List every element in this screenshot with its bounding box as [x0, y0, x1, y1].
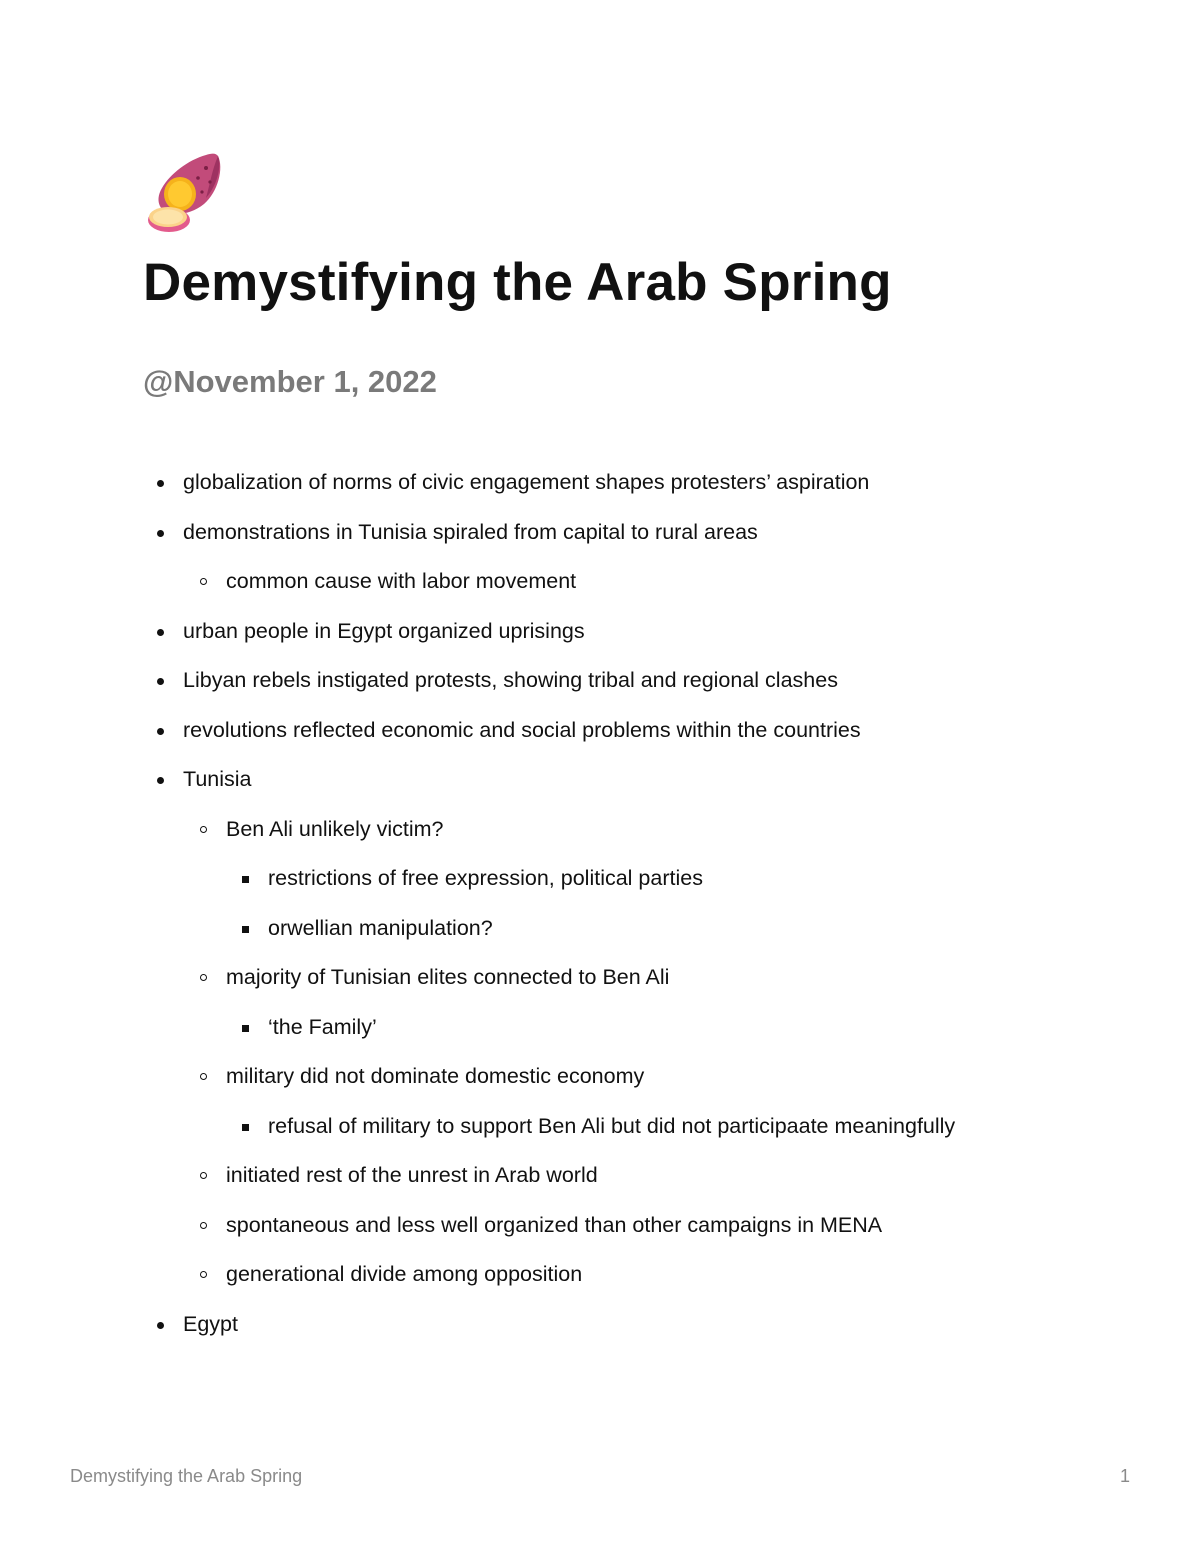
list-item — [0, 1152, 1200, 1202]
list-item-text: Libyan rebels instigated protests, showing tribal and regional clashes — [183, 668, 838, 692]
list-item — [0, 707, 1200, 757]
list-item-text: initiated rest of the unrest in Arab world — [226, 1163, 598, 1187]
circle-bullet-icon — [200, 826, 207, 833]
list-item-text: generational divide among opposition — [226, 1262, 583, 1286]
list-item — [0, 1301, 1200, 1351]
disc-bullet-icon — [157, 678, 164, 685]
list-item — [0, 855, 1200, 905]
list-item-text: spontaneous and less well organized than other campaigns in MENA — [226, 1212, 883, 1237]
circle-bullet-icon — [200, 1172, 207, 1179]
list-item-text: majority of Tunisian elites connected to Ben Ali — [226, 965, 670, 989]
disc-bullet-icon — [157, 480, 164, 487]
list-item-text: Tunisia — [183, 767, 252, 791]
footer-title: Demystifying the Arab Spring — [70, 1466, 303, 1486]
disc-bullet-icon — [157, 530, 164, 537]
disc-bullet-icon — [157, 629, 164, 636]
page-title: Demystifying the Arab Spring — [143, 253, 892, 312]
list-item — [0, 756, 1200, 806]
list-item — [0, 1202, 1200, 1252]
circle-bullet-icon — [200, 1073, 207, 1080]
square-bullet-icon — [242, 1025, 249, 1032]
list-item-text: Egypt — [183, 1311, 238, 1336]
list-item-text: revolutions reflected economic and social problems within the countries — [183, 717, 861, 742]
list-item-text: refusal of military to support Ben Ali but did not participaate meaningfully — [268, 1113, 956, 1138]
list-item-text: Ben Ali unlikely victim? — [226, 816, 444, 841]
list-item — [0, 657, 1200, 707]
list-item — [0, 459, 1200, 509]
list-item-text: ‘the Family’ — [268, 1014, 377, 1039]
roasted-sweet-potato-icon — [144, 150, 224, 236]
disc-bullet-icon — [157, 728, 164, 735]
notes-list — [0, 459, 1200, 1350]
list-item-text: military did not dominate domestic economy — [226, 1064, 645, 1088]
list-item — [0, 954, 1200, 1004]
disc-bullet-icon — [157, 777, 164, 784]
list-item-text: globalization of norms of civic engagement shapes protesters’ aspiration — [183, 470, 870, 494]
square-bullet-icon — [242, 926, 249, 933]
square-bullet-icon — [242, 1124, 249, 1131]
list-item — [0, 509, 1200, 559]
page-number: 1 — [1119, 1466, 1130, 1486]
date-mention[interactable]: @November 1, 2022 — [143, 364, 437, 399]
list-item — [0, 558, 1200, 608]
list-item — [0, 1103, 1200, 1153]
list-item — [0, 608, 1200, 658]
disc-bullet-icon — [157, 1322, 164, 1329]
list-item — [0, 1053, 1200, 1103]
list-item — [0, 806, 1200, 856]
square-bullet-icon — [242, 876, 249, 883]
circle-bullet-icon — [200, 1271, 207, 1278]
list-item — [0, 905, 1200, 955]
page-icon — [144, 150, 224, 236]
list-item-text: orwellian manipulation? — [268, 915, 493, 940]
list-item — [0, 1251, 1200, 1301]
list-item-text: urban people in Egypt organized uprisings — [183, 618, 585, 643]
list-item-text: restrictions of free expression, political parties — [268, 866, 703, 890]
circle-bullet-icon — [200, 974, 207, 981]
circle-bullet-icon — [200, 1222, 207, 1229]
circle-bullet-icon — [200, 578, 207, 585]
list-item-text: common cause with labor movement — [226, 569, 577, 593]
list-item-text: demonstrations in Tunisia spiraled from capital to rural areas — [183, 519, 758, 544]
list-item — [0, 1004, 1200, 1054]
